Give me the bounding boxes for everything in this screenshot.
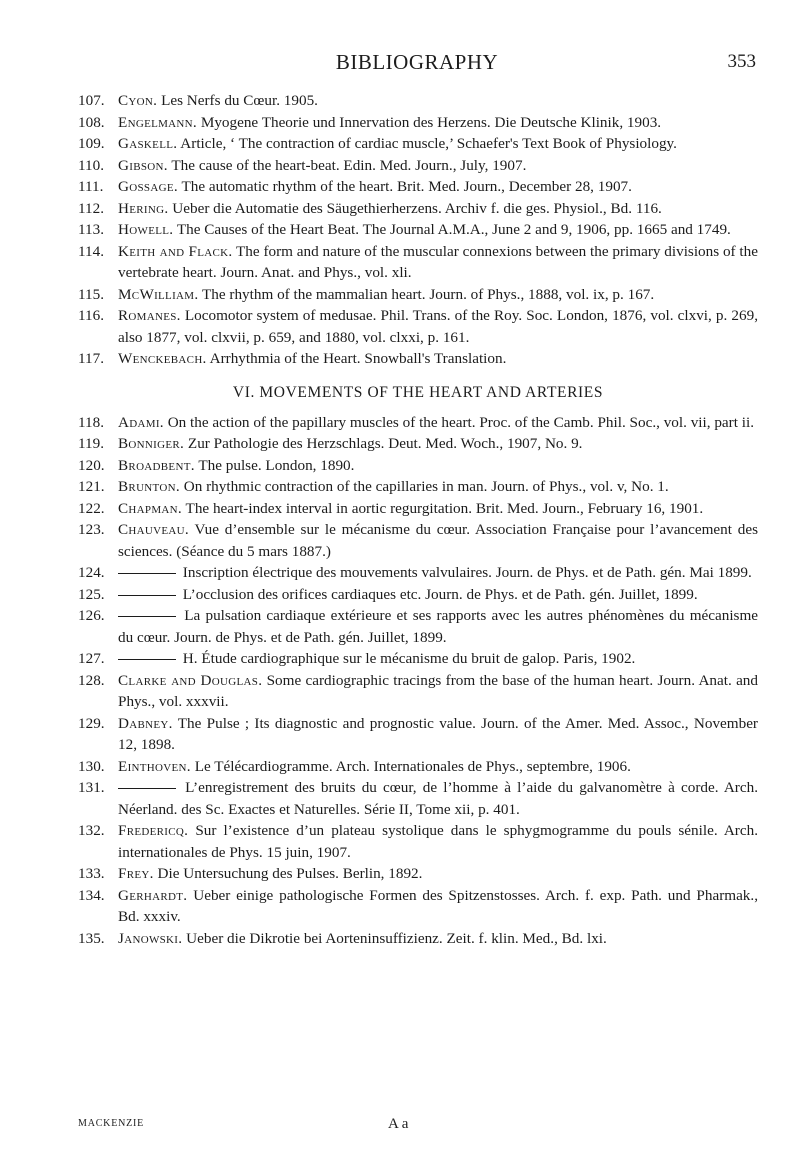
entry-author: Einthoven.	[118, 757, 191, 775]
ditto-rule	[118, 595, 176, 596]
bibliography-entry	[78, 519, 758, 562]
entry-text: Die Untersuchung des Pulses. Berlin, 1892.	[157, 865, 423, 882]
entry-author: Gibson.	[118, 156, 168, 174]
entry-author: Frey.	[118, 865, 154, 882]
bibliography-entry	[78, 433, 758, 455]
entry-text: Zur Pathologie des Herzschlags. Deut. Med. Woch., 1907, No. 9.	[187, 435, 583, 452]
entry-author: McWilliam.	[118, 285, 199, 303]
running-head	[78, 50, 756, 76]
bibliography-entry	[78, 176, 758, 198]
signature-mark: A a	[388, 1116, 409, 1132]
entry-number: 131.	[78, 779, 105, 796]
entry-text: Le Télécardiogramme. Arch. Internationales de Phys., septembre, 1906.	[194, 757, 631, 775]
entry-author: Romanes.	[118, 307, 181, 324]
entry-text: Some cardiographic tracings from the base of the human heart. Journ. Anat. and Phys., vol. xxxvii.	[118, 671, 758, 710]
entry-text: Sur l’existence d’un plateau systolique dans le sphygmogramme du pouls sénile. Arch. internationales de Phys. 15 juin, 1907.	[118, 822, 758, 861]
bibliography-entry	[78, 305, 758, 348]
entry-number: 117.	[78, 350, 105, 367]
entry-text: Inscription électrique des mouvements valvulaires. Journ. de Phys. et de Path. gén. Mai 1899.	[182, 564, 752, 581]
entry-text: The automatic rhythm of the heart. Brit. Med. Journ., December 28, 1907.	[181, 178, 632, 195]
entry-number: 118.	[78, 413, 105, 431]
bibliography-list	[78, 90, 758, 949]
entry-number: 121.	[78, 478, 105, 495]
entry-number: 134.	[78, 886, 105, 904]
printer-signature: MACKENZIE	[78, 1118, 145, 1129]
bibliography-entry	[78, 648, 758, 670]
bibliography-entry	[78, 863, 758, 885]
page-title: BIBLIOGRAPHY	[335, 50, 499, 74]
entry-number: 109.	[78, 135, 105, 152]
bibliography-entry	[78, 605, 758, 648]
entry-author: Adami.	[118, 413, 164, 431]
entry-number: 119.	[78, 435, 105, 452]
entry-author: Wenckebach.	[118, 350, 207, 367]
entry-text: Myogene Theorie und Innervation des Herzens. Die Deutsche Klinik, 1903.	[200, 113, 662, 131]
bibliography-entry	[78, 155, 758, 177]
entry-author: Engelmann.	[118, 113, 198, 131]
entry-author: Broadbent.	[118, 456, 195, 474]
bibliography-entry	[78, 112, 758, 134]
ditto-rule	[118, 573, 176, 574]
entry-text: The Causes of the Heart Beat. The Journal A.M.A., June 2 and 9, 1906, pp. 1665 and 1749.	[176, 221, 731, 238]
bibliography-entry	[78, 562, 758, 584]
bibliography-entry	[78, 584, 758, 606]
page-footer	[78, 1116, 758, 1136]
entry-author: Gossage.	[118, 178, 178, 195]
entry-author: Keith and Flack.	[118, 242, 233, 260]
entry-number: 122.	[78, 499, 105, 517]
entry-number: 130.	[78, 757, 105, 775]
entry-text: Ueber die Dikrotie bei Aorteninsuffizienz. Zeit. f. klin. Med., Bd. lxi.	[186, 929, 607, 947]
bibliography-entry	[78, 241, 758, 284]
section-heading: VI. MOVEMENTS OF THE HEART AND ARTERIES	[232, 383, 604, 401]
entry-number: 110.	[78, 156, 105, 174]
entry-text: H. Étude cardiographique sur le mécanisme du bruit de galop. Paris, 1902.	[182, 650, 636, 667]
bibliography-entry	[78, 713, 758, 756]
entry-author: Chapman.	[118, 499, 183, 517]
bibliography-entry	[78, 885, 758, 928]
entry-text: Ueber einige pathologische Formen des Spitzenstosses. Arch. f. exp. Path. und Pharmak., Bd. xxxiv.	[118, 886, 758, 925]
entry-author: Janowski.	[118, 929, 183, 947]
ditto-rule	[118, 659, 176, 660]
entry-author: Dabney.	[118, 714, 173, 732]
entry-text: Article, ‘ The contraction of cardiac muscle,’ Schaefer's Text Book of Physiology.	[180, 135, 677, 152]
bibliography-entry	[78, 133, 758, 155]
entry-author: Fredericq.	[118, 822, 189, 839]
entry-text: Locomotor system of medusae. Phil. Trans. of the Roy. Soc. London, 1876, vol. clxvi, p. 269, also 1877, vol. clxvii, p. 659, and 1880, vol. clxxi, p. 161.	[118, 307, 759, 346]
entry-number: 135.	[78, 929, 105, 947]
entry-text: Vue d’ensemble sur le mécanisme du cœur. Association Française pour l’avancement des sciences. (Séance du 5 mars 1887.)	[118, 521, 758, 560]
entry-number: 107.	[78, 92, 105, 109]
bibliography-entry	[78, 455, 758, 477]
entry-number: 114.	[78, 242, 105, 260]
entry-author: Bonniger.	[118, 435, 185, 452]
entry-number: 108.	[78, 113, 105, 131]
entry-text: Les Nerfs du Cœur. 1905.	[161, 92, 318, 109]
entry-author: Chauveau.	[118, 521, 190, 538]
entry-number: 112.	[78, 199, 105, 217]
entry-number: 125.	[78, 585, 105, 603]
bibliography-entry	[78, 219, 758, 241]
entry-text: The Pulse ; Its diagnostic and prognostic value. Journ. of the Amer. Med. Assoc., November 12, 1898.	[118, 714, 758, 753]
entry-text: The pulse. London, 1890.	[198, 456, 355, 474]
entry-number: 116.	[78, 307, 105, 324]
entry-text: Ueber die Automatie des Säugethierherzens. Archiv f. die ges. Physiol., Bd. 116.	[172, 199, 662, 217]
bibliography-entry	[78, 90, 758, 112]
bibliography-entry	[78, 820, 758, 863]
entry-text: The rhythm of the mammalian heart. Journ. of Phys., 1888, vol. ix, p. 167.	[202, 285, 655, 303]
entry-text: Arrhythmia of the Heart. Snowball's Translation.	[209, 350, 507, 367]
bibliography-entry	[78, 284, 758, 306]
bibliography-entry	[78, 412, 758, 434]
ditto-rule	[118, 788, 176, 789]
bibliography-entry	[78, 348, 758, 370]
entry-author: Hering.	[118, 199, 169, 217]
entry-text: On the action of the papillary muscles of the heart. Proc. of the Camb. Phil. Soc., vol. vii, part ii.	[167, 413, 754, 431]
entry-text: The heart-index interval in aortic regurgitation. Brit. Med. Journ., February 16, 1901.	[185, 499, 704, 517]
entry-number: 133.	[78, 865, 105, 882]
entry-number: 129.	[78, 714, 105, 732]
entry-author: Howell.	[118, 221, 174, 238]
bibliography-entry	[78, 756, 758, 778]
ditto-rule	[118, 616, 176, 617]
bibliography-entry	[78, 198, 758, 220]
entry-number: 113.	[78, 221, 105, 238]
entry-author: Cyon.	[118, 92, 158, 109]
entry-text: L’occlusion des orifices cardiaques etc. Journ. de Phys. et de Path. gén. Juillet, 1899.	[182, 585, 698, 603]
entry-number: 124.	[78, 564, 105, 581]
entry-number: 111.	[78, 178, 104, 195]
entry-number: 123.	[78, 521, 105, 538]
entry-text: La pulsation cardiaque extérieure et ses rapports avec les autres phénomènes du mécanisme du cœur. Journ. de Phys. et de Path. gén. Juillet, 1899.	[118, 607, 759, 646]
entry-text: The form and nature of the muscular connexions between the primary divisions of the vertebrate heart. Journ. Anat. and Phys., vol. xli.	[118, 242, 758, 281]
entry-number: 115.	[78, 285, 105, 303]
entry-text: L’enregistrement des bruits du cœur, de l’homme à l’aide du galvanomètre à corde. Arch. Néerland. des Sc. Exactes et Naturelles. Série II, Tome xii, p. 401.	[118, 779, 758, 818]
bibliography-entry	[78, 498, 758, 520]
entry-number: 126.	[78, 607, 105, 624]
entry-number: 132.	[78, 822, 105, 839]
entry-text: On rhythmic contraction of the capillaries in man. Journ. of Phys., vol. v, No. 1.	[183, 478, 669, 495]
entry-text: The cause of the heart-beat. Edin. Med. Journ., July, 1907.	[171, 156, 527, 174]
bibliography-entry	[78, 670, 758, 713]
entry-number: 127.	[78, 650, 105, 667]
bibliography-entry	[78, 928, 758, 950]
page-number: 353	[727, 51, 756, 72]
entry-number: 128.	[78, 671, 105, 689]
bibliography-entry	[78, 777, 758, 820]
entry-author: Gerhardt.	[118, 886, 188, 904]
entry-author: Brunton.	[118, 478, 180, 495]
entry-author: Gaskell.	[118, 135, 178, 152]
entry-number: 120.	[78, 456, 105, 474]
entry-author: Clarke and Douglas.	[118, 671, 263, 689]
bibliography-entry	[78, 476, 758, 498]
